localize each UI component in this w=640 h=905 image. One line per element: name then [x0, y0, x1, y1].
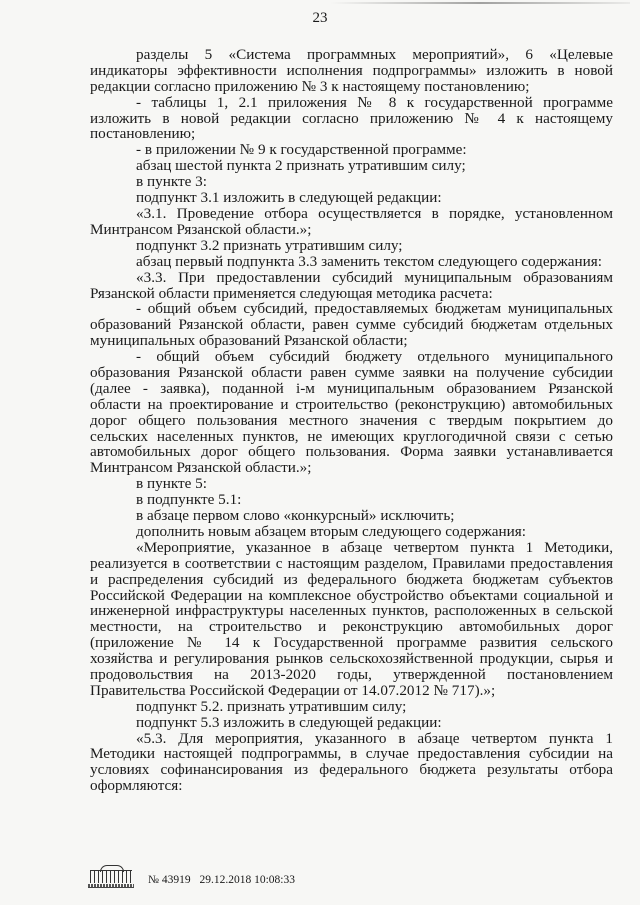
text-line: изложить в новой редакции согласно приложению № 4 к настоящему: [90, 110, 613, 127]
text-line: в пункте 3:: [136, 174, 207, 191]
footer: [88, 858, 295, 888]
text-line: в подпункте 5.1:: [136, 492, 242, 509]
text-line: - общий объем субсидий, предоставляемых бюджетам муниципальных: [136, 301, 613, 318]
text-line: реализуется в соответствии с настоящим разделом, Правилами предоставления: [90, 555, 613, 572]
text-line: - в приложении № 9 к государственной программе:: [136, 142, 467, 159]
text-line: подпункт 5.2. признать утратившим силу;: [136, 698, 407, 715]
text-line: хозяйства и регулирования рынков сельскохозяйственной продукции, сырья и: [90, 651, 613, 667]
text-line: Правительства Российской Федерации от 14.07.2012 № 717).»;: [90, 682, 496, 699]
text-line: образований Рязанской области, равен сумме субсидий бюджетам отдельных: [90, 317, 613, 334]
text-line: индикаторы эффективности исполнения подпрограммы» изложить в новой: [90, 62, 613, 79]
text-line: «3.3. При предоставлении субсидий муниципальным образованиям: [136, 269, 613, 286]
text-line: подпункт 3.2 признать утратившим силу;: [136, 237, 403, 254]
text-line: «Мероприятие, указанное в абзаце четвертом пункта 1 Методики,: [136, 539, 613, 556]
text-line: подпункт 3.1 изложить в следующей редакции:: [136, 190, 442, 206]
text-line: Рязанской области применяется следующая методика расчета:: [90, 285, 493, 302]
building-stamp-icon: [88, 861, 134, 888]
text-line: в абзаце первом слово «конкурсный» исключить;: [136, 508, 455, 524]
text-line: разделы 5 «Система программных мероприятий», 6 «Целевые: [136, 47, 613, 63]
text-line: Российской Федерации на комплексное обустройство объектами социальной и: [90, 587, 613, 604]
document-registration: [148, 874, 295, 886]
text-line: продовольствия на 2013-2020 годы, утвержденной постановлением: [90, 666, 613, 683]
text-line: (приложение № 14 к Государственной программе развития сельского: [90, 635, 613, 652]
text-line: подпункт 5.3 изложить в следующей редакции:: [136, 714, 442, 731]
text-line: редакции согласно приложению № 3 к настоящему постановлению;: [90, 78, 530, 95]
scan-edge-mark: [330, 2, 630, 4]
text-line: Минтрансом Рязанской области.»;: [90, 221, 312, 238]
text-line: оформляются:: [90, 778, 183, 795]
document-timestamp: 29.12.2018 10:08:33: [199, 874, 295, 886]
text-line: муниципальных образований Рязанской области;: [90, 333, 408, 350]
text-line: Минтрансом Рязанской области.»;: [90, 460, 312, 477]
text-line: и распределения субсидий из федерального бюджета бюджетам субъектов: [90, 571, 613, 588]
text-line: автомобильных дорог общего пользования. Форма заявки устанавливается: [90, 444, 613, 461]
document-number: № 43919: [148, 874, 191, 886]
text-line: - таблицы 1, 2.1 приложения № 8 к государственной программе: [136, 94, 613, 111]
text-line: в пункте 5:: [136, 476, 207, 493]
text-line: абзац шестой пункта 2 признать утратившим силу;: [136, 158, 466, 175]
text-line: местности, на строительство и реконструкцию автомобильных дорог: [90, 619, 613, 636]
text-line: сельских населенных пунктов, не имеющих круглогодичной связи с сетью: [90, 428, 613, 445]
text-line: образования Рязанской области равен сумме заявки на получение субсидии: [90, 364, 613, 381]
document-text-lines: [90, 47, 613, 794]
text-line: дополнить новым абзацем вторым следующего содержания:: [136, 523, 526, 540]
text-line: Методики настоящей подпрограммы, в случае предоставления субсидии на: [90, 746, 613, 763]
text-line: «3.1. Проведение отбора осуществляется в порядке, установленном: [136, 206, 613, 222]
text-line: «5.3. Для мероприятия, указанного в абзаце четвертом пункта 1: [136, 730, 613, 747]
text-line: инженерной инфраструктуры населенных пунктов, расположенных в сельской: [90, 603, 613, 620]
text-line: области на проектирование и строительство (реконструкцию) автомобильных: [90, 396, 613, 413]
text-line: условиях софинансирования из федерального бюджета результаты отбора: [90, 762, 613, 779]
page-number: 23: [312, 10, 328, 26]
text-line: постановлению;: [90, 126, 196, 143]
text-line: абзац первый подпункта 3.3 заменить текстом следующего содержания:: [136, 253, 602, 270]
text-line: (далее - заявка), поданной i-м муниципальным образованием Рязанской: [90, 380, 613, 397]
text-line: - общий объем субсидий бюджету отдельного муниципального: [136, 349, 613, 365]
text-line: дорог общего пользования местного значения с твердым покрытием до: [90, 412, 613, 429]
